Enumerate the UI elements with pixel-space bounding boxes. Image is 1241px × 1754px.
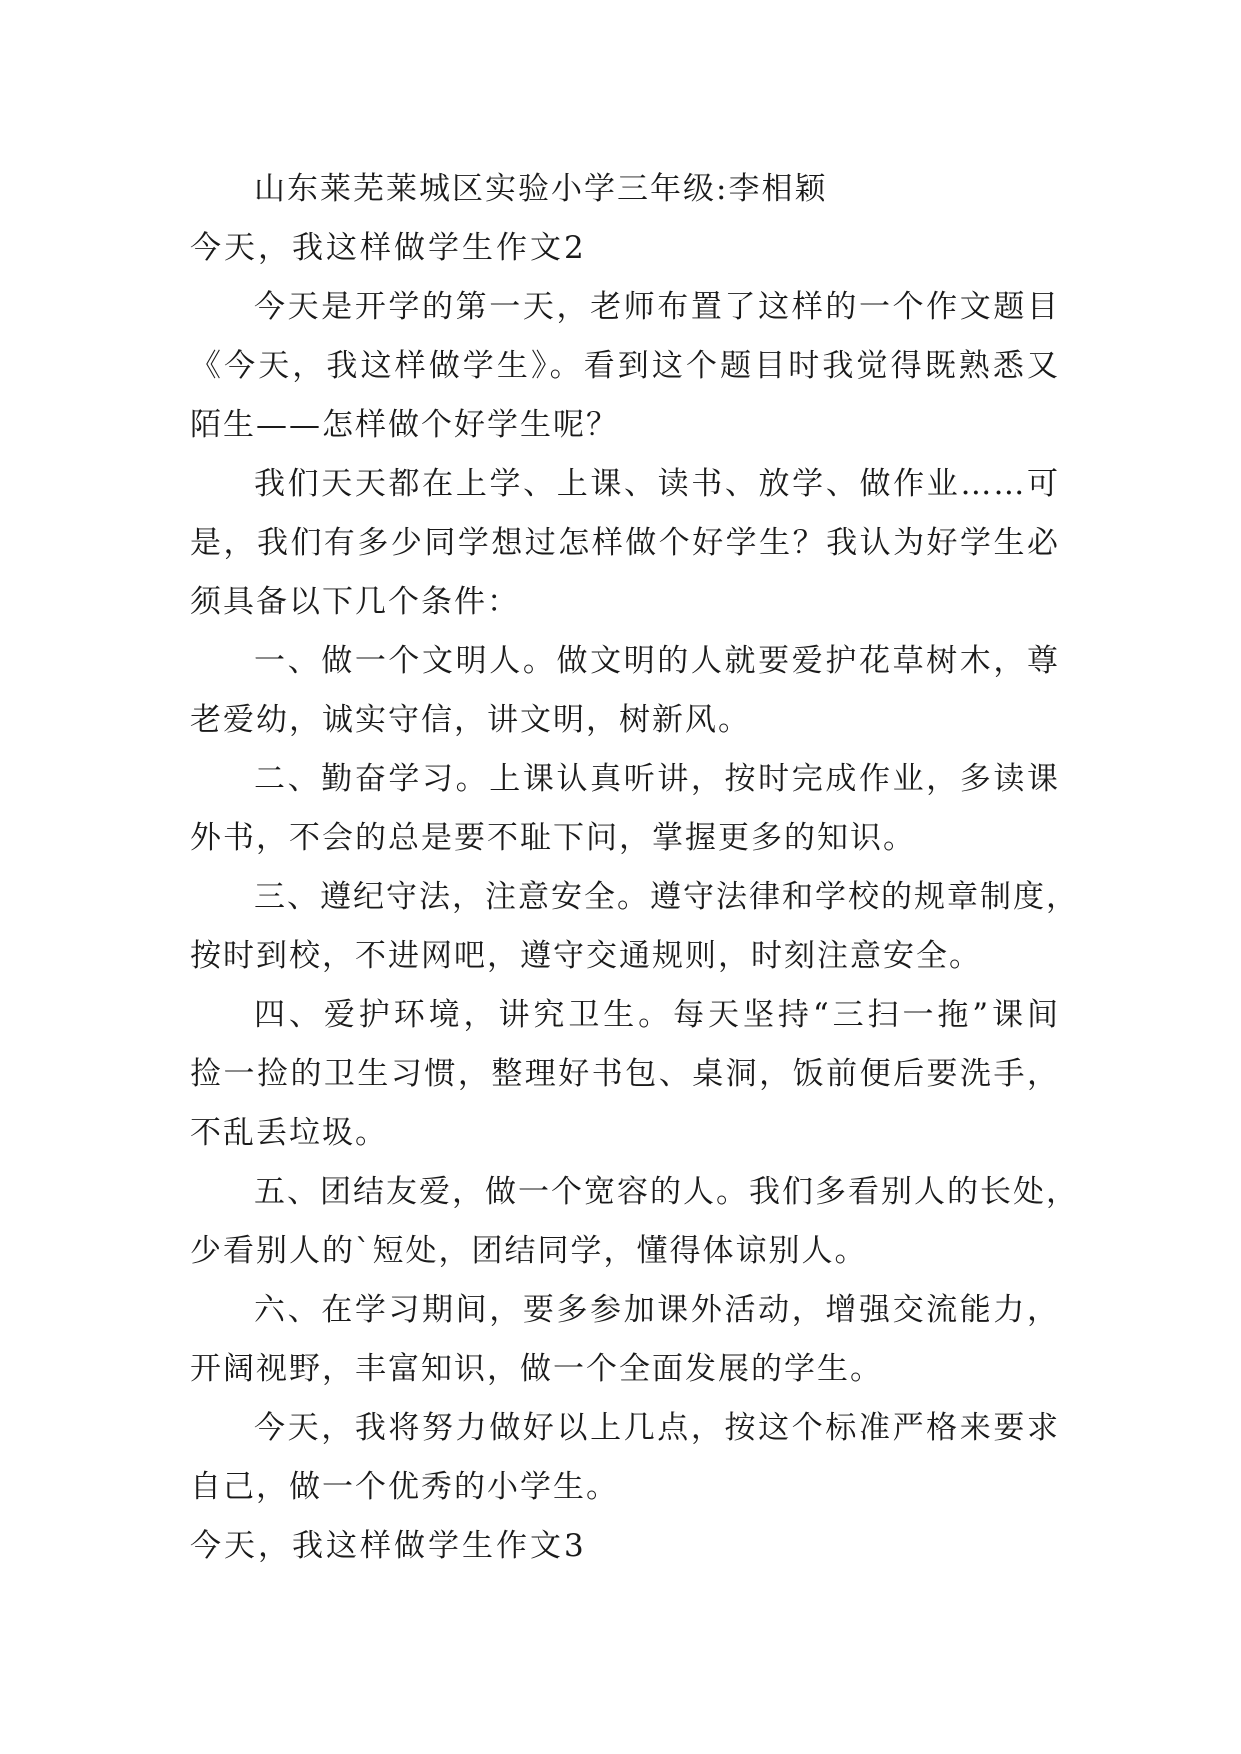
- paragraph-line: 外书，不会的总是要不耻下问，掌握更多的知识。: [190, 820, 916, 856]
- paragraph-line: 不乱丢垃圾。: [190, 1115, 388, 1151]
- paragraph-line: 是，我们有多少同学想过怎样做个好学生？我认为好学生必: [190, 525, 1060, 561]
- paragraph-line: 老爱幼，诚实守信，讲文明，树新风。: [190, 702, 751, 738]
- document-body: [190, 160, 1079, 1576]
- paragraph-line: 捡一捡的卫生习惯，整理好书包、桌洞，饭前便后要洗手，: [190, 1056, 1060, 1092]
- paragraph-first-line: 三、遵纪守法，注意安全。遵守法律和学校的规章制度，: [254, 879, 1079, 915]
- paragraph-line: 《今天，我这样做学生》。看到这个题目时我觉得既熟悉又: [190, 348, 1060, 384]
- paragraph-first-line: 我们天天都在上学、上课、读书、放学、做作业……可: [254, 466, 1060, 502]
- section-heading: 今天，我这样做学生作文3: [190, 1528, 587, 1564]
- paragraph-line: 自己，做一个优秀的小学生。: [190, 1469, 619, 1505]
- paragraph-first-line: 四、爱护环境，讲究卫生。每天坚持“三扫一拖”课间: [254, 997, 1060, 1033]
- section-heading: 今天，我这样做学生作文2: [190, 230, 587, 266]
- paragraph-first-line: 六、在学习期间，要多参加课外活动，增强交流能力，: [254, 1292, 1060, 1328]
- paragraph-first-line: 二、勤奋学习。上课认真听讲，按时完成作业，多读课: [254, 761, 1060, 797]
- paragraph-line: 须具备以下几个条件：: [190, 584, 520, 620]
- paragraph-first-line: 山东莱芜莱城区实验小学三年级:李相颖: [254, 171, 828, 207]
- paragraph-first-line: 今天，我将努力做好以上几点，按这个标准严格来要求: [254, 1410, 1060, 1446]
- paragraph-line: 按时到校，不进网吧，遵守交通规则，时刻注意安全。: [190, 938, 982, 974]
- paragraph-first-line: 今天是开学的第一天，老师布置了这样的一个作文题目: [254, 289, 1060, 325]
- paragraph-line: 开阔视野，丰富知识，做一个全面发展的学生。: [190, 1351, 883, 1387]
- paragraph-first-line: 五、团结友爱，做一个宽容的人。我们多看别人的长处，: [254, 1174, 1079, 1210]
- paragraph-first-line: 一、做一个文明人。做文明的人就要爱护花草树木，尊: [254, 643, 1060, 679]
- paragraph-line: 少看别人的`短处，团结同学，懂得体谅别人。: [190, 1233, 868, 1269]
- paragraph-line: 陌生——怎样做个好学生呢？: [190, 407, 619, 443]
